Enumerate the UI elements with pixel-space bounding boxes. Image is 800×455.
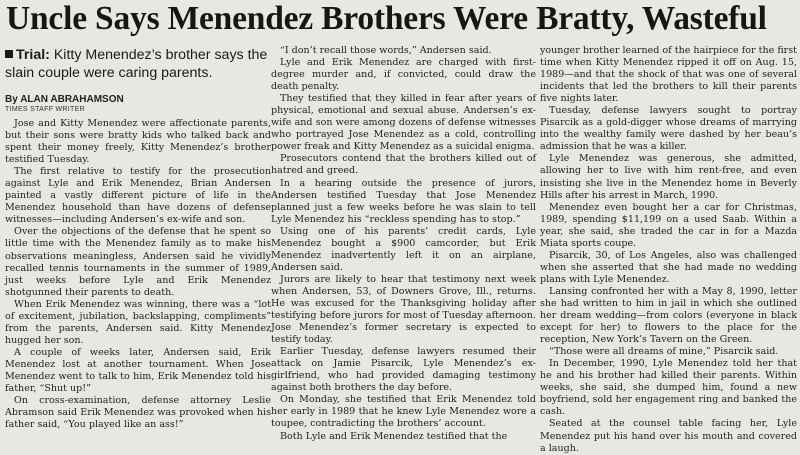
byline-title: TIMES STAFF WRITER bbox=[5, 106, 85, 113]
deck bbox=[5, 47, 271, 82]
paragraph: Jose and Kitty Menendez were affectionate parents, but their sons were bratty kids who talked back and spent their money freely, Kitty Menendez’s brother testified Tuesday. bbox=[5, 118, 271, 166]
paragraph: In a hearing outside the presence of jurors, Andersen testified Tuesday that Jose Menendez planned just a few weeks before he was slain to tell Lyle Menendez his “reckless spending has to stop.” bbox=[271, 177, 536, 225]
deck-text: Kitty Menendez’s brother says the slain couple were caring parents. bbox=[5, 47, 268, 81]
column-1 bbox=[5, 47, 271, 431]
paragraph: The first relative to testify for the prosecution against Lyle and Erik Menendez, Brian Andersen painted a vastly different picture of life in the Menendez household than have dozens of defense witnesses—including Andersen’s ex-wife and son. bbox=[5, 166, 271, 226]
paragraph: Lansing confronted her with a May 8, 1990, letter she had written to him in jail in which she outlined her dream wedding—from colors (everyone in black except for her) to flowers to the place for the reception, New York’s Tavern on the Green. bbox=[540, 285, 797, 346]
paragraph: “I don’t recall those words,” Andersen said. bbox=[280, 45, 492, 56]
paragraph: Tuesday, defense lawyers sought to portray Pisarcik as a gold-digger whose dreams of marrying into the wealthy family were dashed by her beau’s admission that he was a killer. bbox=[540, 105, 797, 153]
paragraph: On cross-examination, defense attorney Leslie Abramson said Erik Menendez was provoked when his father said, “You played like an ass!” bbox=[5, 395, 271, 431]
column-2 bbox=[271, 45, 536, 443]
paragraph: A couple of weeks later, Andersen said, Erik Menendez lost at another tournament. When Jose Menendez went to talk to him, Erik Menendez told his father, “Shut up!” bbox=[5, 346, 271, 395]
paragraph: Prosecutors contend that the brothers killed out of hatred and greed. bbox=[271, 153, 536, 177]
paragraph: They testified that they killed in fear after years of physical, emotional and sexual abuse. Andersen’s ex-wife and son were among dozens of defense witnesses who portrayed Jose Menendez as a cold, controlling power freak and Kitty Menendez as a suicidal enigma. bbox=[271, 93, 536, 153]
paragraph: When Erik Menendez was winning, there was a “lot of excitement, jubilation, backslapping, compliments” from the parents, Andersen said. Kitty Menendez hugged her son. bbox=[5, 298, 271, 346]
paragraph: Lyle Menendez was generous, she admitted, allowing her to live with him rent-free, and even insisting she live in the Menendez home in Beverly Hills after his arrest in March, 1990. bbox=[540, 153, 797, 201]
paragraph: Menendez even bought her a car for Christmas, 1989, spending $11,199 on a used Saab. Within a year, she said, she traded the car in for a Mazda Miata sports coupe. bbox=[540, 201, 797, 249]
byline-name: By ALAN ABRAHAMSON bbox=[5, 94, 124, 105]
paragraph: “Those were all dreams of mine,” Pisarcik said. bbox=[549, 346, 779, 358]
paragraph: Seated at the counsel table facing her, Lyle Menendez put his hand over his mouth and covered a laugh. bbox=[540, 418, 797, 454]
paragraph: On Monday, she testified that Erik Menendez told her early in 1989 that he knew Lyle Menendez wore a toupee, contradicting the brothers’ account. bbox=[271, 394, 536, 430]
paragraph: Pisarcik, 30, of Los Angeles, also was challenged when she asserted that she had made no wedding plans with Lyle Menendez. bbox=[540, 249, 797, 285]
paragraph: Over the objections of the defense that he spent so little time with the Menendez family as to make his observations meaningless, Andersen said he vividly recalled tennis tournaments in the summer of 1989, just weeks before Lyle and Erik Menendez shotgunned their parents to death. bbox=[5, 226, 271, 298]
paragraph: In December, 1990, Lyle Menendez told her that he and his brother had killed their parents. Within weeks, she said, she dumped him, found a new boyfriend, sold her engagement ring and banked the cash. bbox=[540, 358, 797, 418]
paragraph: Using one of his parents’ credit cards, Lyle Menendez bought a $900 camcorder, but Erik Menendez inadvertently left it on an airplane, Andersen said. bbox=[271, 225, 536, 273]
headline: Uncle Says Menendez Brothers Were Bratty, Wasteful bbox=[6, 0, 767, 37]
bullet-square-icon bbox=[5, 50, 13, 58]
column-3 bbox=[540, 45, 797, 455]
paragraph: Earlier Tuesday, defense lawyers resumed their attack on Jamie Pisarcik, Lyle Menendez’s ex-girlfriend, who had provided damaging testimony against both brothers the day before. bbox=[271, 346, 536, 394]
paragraph: Jurors are likely to hear that testimony next week when Andersen, 53, of Downers Grove, Ill., returns. He was excused for the Thanksgiving holiday after testifying before jurors for most of Tuesday afternoon. Jose Menendez’s former secretary is expected to testify today. bbox=[271, 273, 536, 346]
paragraph: Lyle and Erik Menendez are charged with first-degree murder and, if convicted, could draw the death penalty. bbox=[271, 57, 536, 93]
paragraph: younger brother learned of the hairpiece for the first time when Kitty Menendez ripped it off on Aug. 15, 1989—and that the shock of that was one of several incidents that led the brothers to kill their parents five nights later. bbox=[540, 45, 797, 105]
deck-label: Trial: bbox=[16, 47, 50, 63]
paragraph: Both Lyle and Erik Menendez testified that the bbox=[280, 430, 508, 442]
